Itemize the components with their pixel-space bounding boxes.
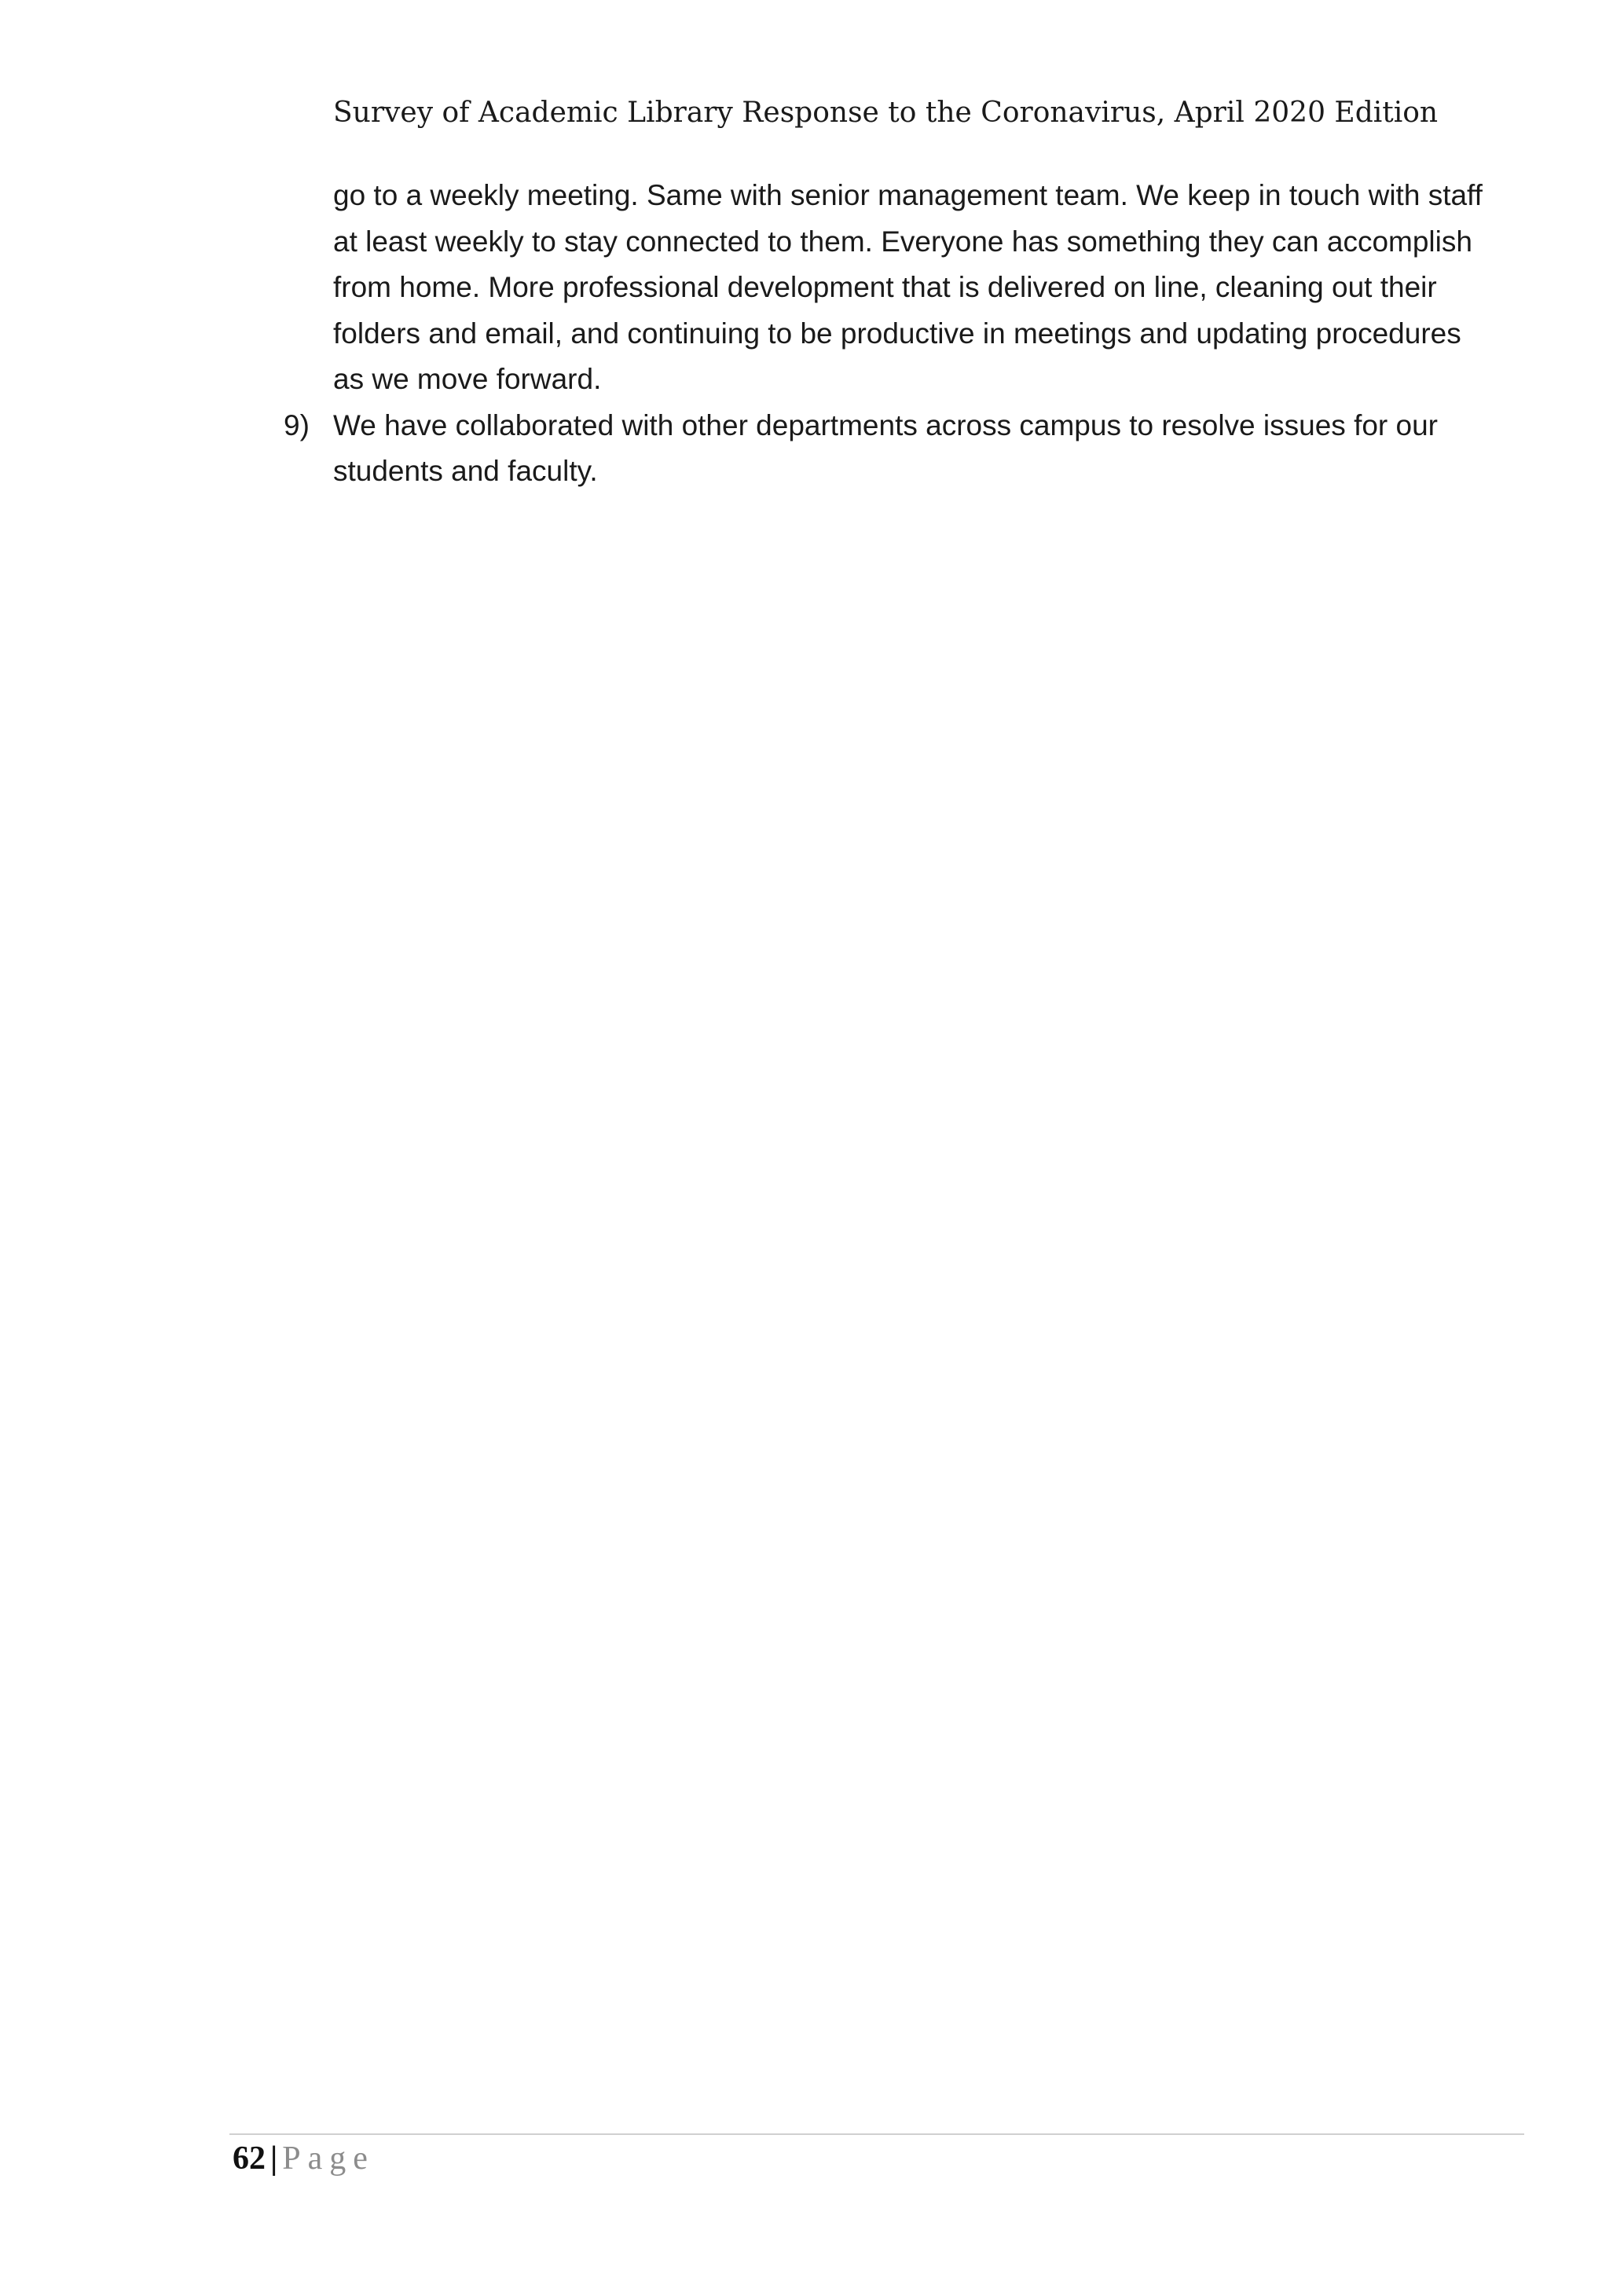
continuation-paragraph: go to a weekly meeting. Same with senior management team. We keep in touch with staff at least weekly to stay connected to them. Everyone has something they can accomplish from home. More professional development that is delivered on line, cleaning out their folders and email, and continuing to be productive in meetings and updating procedures as we move forward. — [333, 179, 1483, 395]
list-marker: 9) — [284, 408, 310, 441]
footer-divider — [229, 2133, 1524, 2135]
list-item-text: We have collaborated with other departments across campus to resolve issues for our students and faculty. — [333, 408, 1438, 487]
footer-separator: | — [270, 2140, 278, 2177]
running-header: Survey of Academic Library Response to the Coronavirus, April 2020 Edition — [333, 97, 1439, 129]
list-item — [284, 403, 1496, 495]
page-number: 62 — [233, 2140, 266, 2177]
page-label: Page — [282, 2140, 375, 2177]
page-footer — [233, 2137, 375, 2181]
body-text — [284, 173, 1496, 495]
